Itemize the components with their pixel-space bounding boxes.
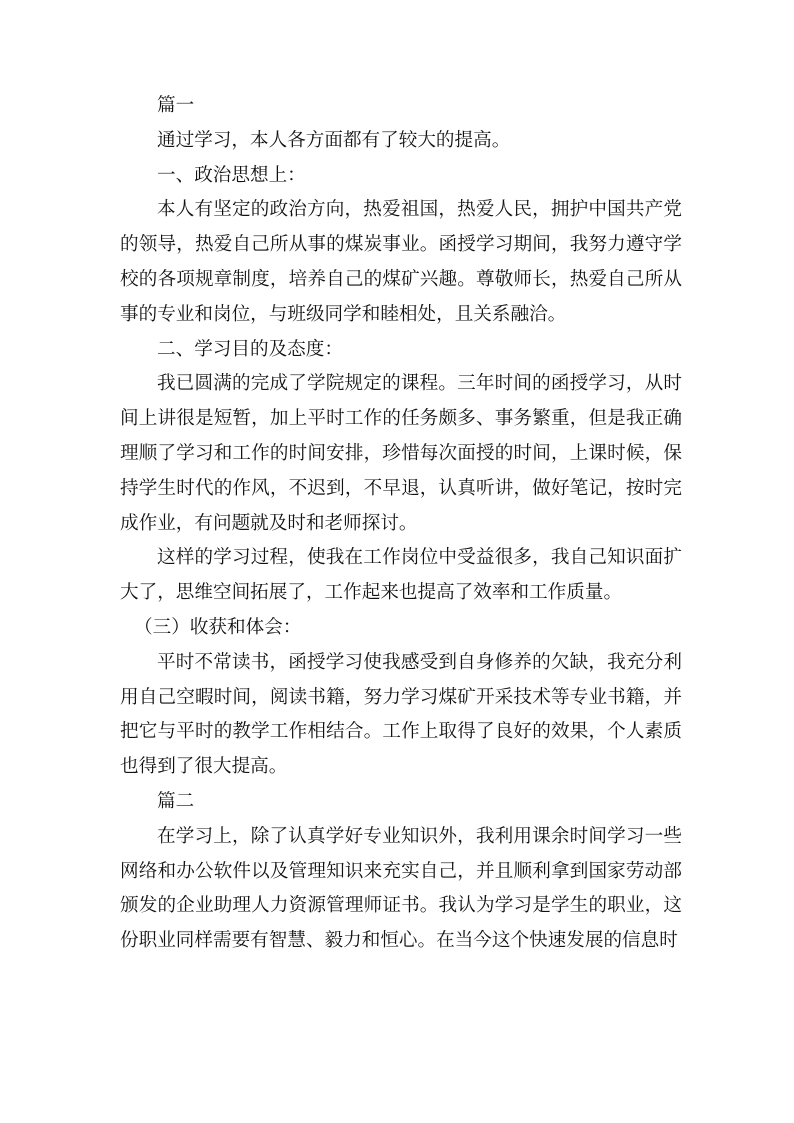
paragraph-political: 本人有坚定的政治方向，热爱祖国，热爱人民，拥护中国共产党的领导，热爱自己所从事的煤炭事业。函授学习期间，我努力遵守学校的各项规章制度，培养自己的煤矿兴趣。尊敬师长，热爱自己所从事的专业和岗位，与班级同学和睦相处，且关系融洽。 — [120, 199, 682, 325]
heading-political: 一、政治思想上： — [157, 164, 306, 186]
section-title-2: 篇二 — [157, 790, 195, 812]
paragraph-study-goals: 我已圆满的完成了学院规定的课程。三年时间的函授学习，从时间上讲很是短暂，加上平时工作的任务颇多、事务繁重，但是我正确理顺了学习和工作的时间安排，珍惜每次面授的时间，上课时候，保持学生时代的作风，不迟到，不早退，认真听讲，做好笔记，按时完成作业，有问题就及时和老师探讨。 — [120, 373, 682, 534]
heading-gains: （三）收获和体会： — [134, 616, 302, 638]
heading-study-goals: 二、学习目的及态度： — [157, 338, 343, 360]
document-body — [120, 89, 682, 959]
paragraph-section-2: 在学习上，除了认真学好专业知识外，我利用课余时间学习一些网络和办公软件以及管理知识来充实自己，并且顺利拿到国家劳动部颁发的企业助理人力资源管理师证书。我认为学习是学生的职业，这份职业同样需要有智慧、毅力和恒心。在当今这个快速发展的信息时 — [120, 825, 682, 952]
paragraph-gains: 平时不常读书，函授学习使我感受到自身修养的欠缺，我充分利用自己空暇时间，阅读书籍，努力学习煤矿开采技术等专业书籍，并把它与平时的教学工作相结合。工作上取得了良好的效果，个人素质也得到了很大提高。 — [120, 651, 682, 778]
paragraph-intro: 通过学习，本人各方面都有了较大的提高。 — [157, 129, 511, 151]
paragraph-study-benefit: 这样的学习过程，使我在工作岗位中受益很多，我自己知识面扩大了，思维空间拓展了，工作起来也提高了效率和工作质量。 — [120, 547, 682, 604]
section-title-1: 篇一 — [157, 95, 195, 116]
